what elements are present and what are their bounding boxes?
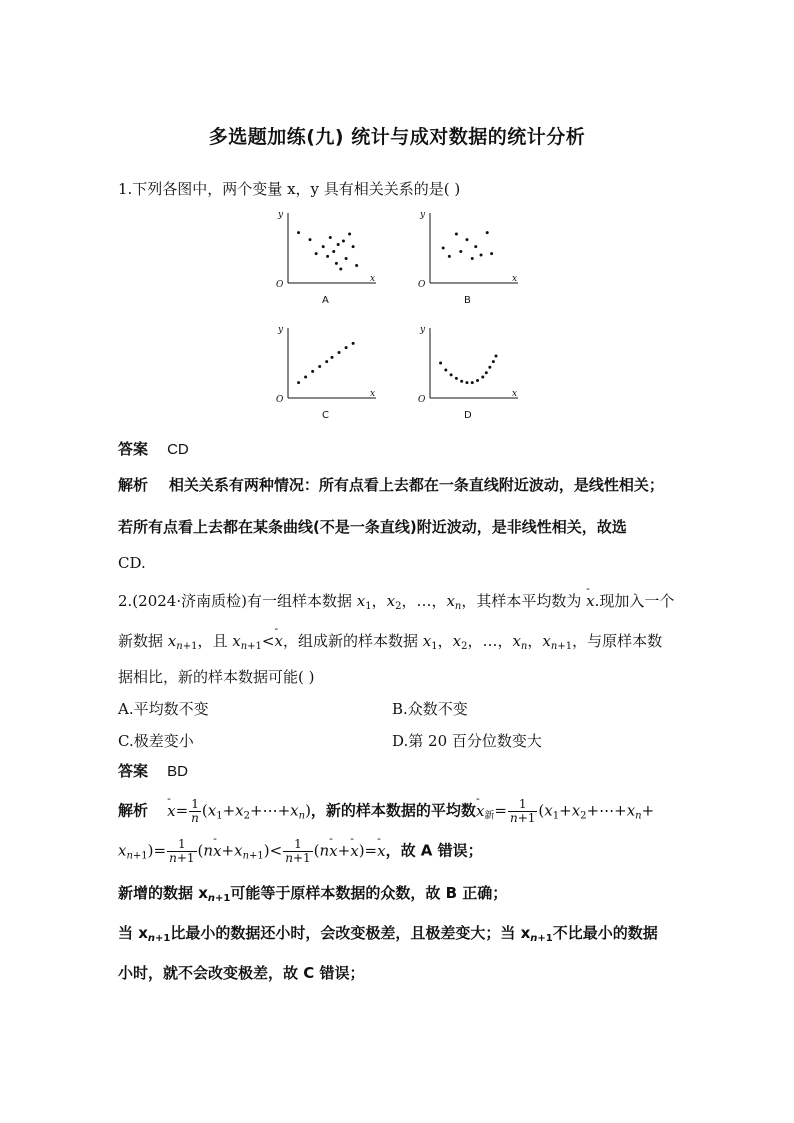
scatter-point-b-6: [474, 245, 477, 248]
q2-text-d: 新数据: [118, 632, 168, 650]
scatter-point-d-6: [471, 381, 474, 384]
question-2-line-2: 新数据 $x_{n+1}$，且 $x_{n+1}<-$ x，组成新的样本数据 $x_1$，$x_2$，…，$x_n$，$x_{n+1}$，与原样本数: [118, 630, 678, 652]
q2-text-c: .现加入一个: [594, 592, 675, 610]
scatter-point-a-12: [348, 233, 351, 236]
q2-analysis-text-4b: 比最小的数据还小时，会改变极差，且极差变大；当 x: [170, 924, 531, 942]
x-axis-letter-b: x: [512, 274, 518, 284]
scatter-point-a-9: [339, 268, 342, 271]
x-axis-letter-c: x: [370, 389, 376, 399]
origin-label-c: O: [276, 395, 284, 405]
question-1-stem: 1.下列各图中，两个变量 x，y 具有相关关系的是( ): [118, 180, 461, 198]
q1-analysis-line-1: [118, 474, 678, 496]
q2-analysis-text-4a: 当 x: [118, 924, 148, 942]
plot-label-a: A: [322, 295, 329, 306]
scatter-point-d-11: [492, 360, 495, 363]
q2-text-f: ，组成新的样本数据: [282, 632, 423, 650]
scatter-point-b-1: [448, 255, 451, 258]
scatter-point-c-1: [304, 376, 307, 379]
scatter-point-c-5: [331, 356, 334, 359]
scatter-point-b-4: [465, 238, 468, 241]
answer-value: CD: [167, 441, 189, 458]
q2-text-b: ，其样本平均数为: [461, 592, 587, 610]
q2-analysis-text-1: ，新的样本数据的平均数: [310, 801, 476, 820]
answer-label: 答案: [118, 440, 149, 458]
q2-analysis-text-3: 新增的数据 x: [118, 884, 208, 902]
y-axis-letter-d: y: [420, 325, 426, 335]
scatter-point-a-14: [355, 264, 358, 267]
scatter-point-d-12: [495, 355, 498, 358]
scatter-point-c-7: [345, 346, 348, 349]
q2-analysis-line-4: 当 $x_{n+1}$比最小的数据还小时，会改变极差，且极差变大；当 $x_{n+1}$不比最小的数据: [118, 924, 658, 944]
scatter-point-a-8: [337, 243, 340, 246]
scatter-point-d-2: [450, 373, 453, 376]
scatter-point-b-3: [459, 250, 462, 253]
scatter-point-a-7: [335, 262, 338, 265]
scatter-point-a-5: [329, 236, 332, 239]
q2-analysis-line-3: 新增的数据 $x_{n+1}$可能等于原样本数据的众数，故 B 正确；: [118, 884, 508, 904]
plot-label-b: B: [464, 295, 471, 306]
answer-value-2: BD: [167, 763, 188, 780]
scatter-point-a-0: [297, 231, 300, 234]
scatter-point-a-4: [326, 255, 329, 258]
scatter-point-d-0: [439, 362, 442, 365]
q1-analysis-line-2: 若所有点看上去都在某条曲线(不是一条直线)附近波动，是非线性相关，故选: [118, 518, 627, 536]
y-axis-letter-a: y: [278, 210, 284, 220]
page-title: 多选题加练(九) 统计与成对数据的统计分析: [208, 126, 586, 148]
question-2-line-1: 2.(2024·济南质检)有一组样本数据 $x_1$，$x_2$，…，$x_n$，其样本平均数为 - x.现加入一个: [118, 590, 678, 612]
scatter-point-c-2: [311, 370, 314, 373]
scatter-point-b-9: [490, 252, 493, 255]
q2-text-e: ，且: [197, 632, 233, 650]
y-axis-letter-b: y: [420, 210, 426, 220]
scatter-point-b-2: [455, 233, 458, 236]
scatter-point-a-10: [342, 240, 345, 243]
scatter-point-a-13: [352, 245, 355, 248]
plot-label-d: D: [464, 410, 472, 421]
q2-text-a: 2.(2024·济南质检)有一组样本数据: [118, 592, 357, 610]
option-b: B.众数不变: [392, 700, 468, 718]
q1-answer: [118, 438, 678, 461]
q2-analysis-text-2: ，故 A 错误；: [385, 841, 483, 860]
analysis-label-2: 解析: [118, 801, 149, 820]
scatter-figures: [0, 208, 794, 428]
option-c: C.极差变小: [118, 732, 194, 750]
origin-label-b: O: [418, 280, 426, 290]
q2-analysis-line-1: 解析 - x= $\frac{1}{n}$ $(x_1+x_2+\cdots+x_n)$，新的样本数据的平均数- $x_新=$ $\frac{1}{n+1}$ ($x_1+x_2+\cdots+x_n+$: [118, 798, 678, 825]
scatter-point-a-1: [309, 238, 312, 241]
scatter-point-c-0: [297, 381, 300, 384]
option-d: D.第 20 百分位数变大: [392, 732, 542, 750]
q2-analysis-text-3b: 可能等于原样本数据的众数，故 B 正确；: [230, 884, 508, 902]
scatter-point-b-7: [480, 254, 483, 257]
q2-answer: [118, 760, 678, 783]
origin-label-a: O: [276, 280, 284, 290]
analysis-text: 相关关系有两种情况：所有点看上去都在一条直线附近波动，是线性相关；: [168, 476, 664, 494]
scatter-point-b-0: [442, 247, 445, 250]
scatter-point-c-3: [318, 365, 321, 368]
origin-label-d: O: [418, 395, 426, 405]
scatter-point-a-2: [315, 252, 318, 255]
q2-text-g: ，与原样本数: [572, 632, 663, 650]
scatter-point-d-1: [444, 369, 447, 372]
scatter-point-b-8: [486, 231, 489, 234]
answer-label-2: 答案: [118, 762, 149, 780]
q2-analysis-line-5: 小时，就不会改变极差，故 C 错误；: [118, 964, 365, 982]
scatter-point-d-3: [455, 377, 458, 380]
x-axis-letter-d: x: [512, 389, 518, 399]
scatter-point-d-5: [465, 381, 468, 384]
plot-label-c: C: [322, 410, 329, 421]
scatter-point-d-7: [476, 379, 479, 382]
q2-analysis-line-2: $x_{n+1})=$ $\frac{1}{n+1}$ (n- $x+x_{n+1})<$ $\frac{1}{n+1}$ (n- x+- x)=- x，故 A 错误；: [118, 838, 678, 865]
scatter-point-c-6: [338, 351, 341, 354]
scatter-point-d-8: [481, 376, 484, 379]
scatter-point-a-6: [332, 250, 335, 253]
option-a: A.平均数不变: [118, 700, 209, 718]
q1-analysis-line-3: CD.: [118, 554, 146, 572]
scatter-point-a-11: [345, 257, 348, 260]
scatter-point-c-4: [325, 360, 328, 363]
scatter-point-a-3: [322, 245, 325, 248]
scatter-point-b-5: [471, 257, 474, 260]
x-axis-letter-a: x: [370, 274, 376, 284]
question-2-line-3: 据相比，新的样本数据可能( ): [118, 668, 315, 686]
scatter-point-d-4: [460, 380, 463, 383]
analysis-label: 解析: [118, 476, 149, 494]
scatter-point-d-10: [488, 366, 491, 369]
scatter-point-d-9: [485, 371, 488, 374]
y-axis-letter-c: y: [278, 325, 284, 335]
scatter-point-c-8: [352, 342, 355, 345]
q2-analysis-text-4c: 不比最小的数据: [552, 924, 658, 942]
